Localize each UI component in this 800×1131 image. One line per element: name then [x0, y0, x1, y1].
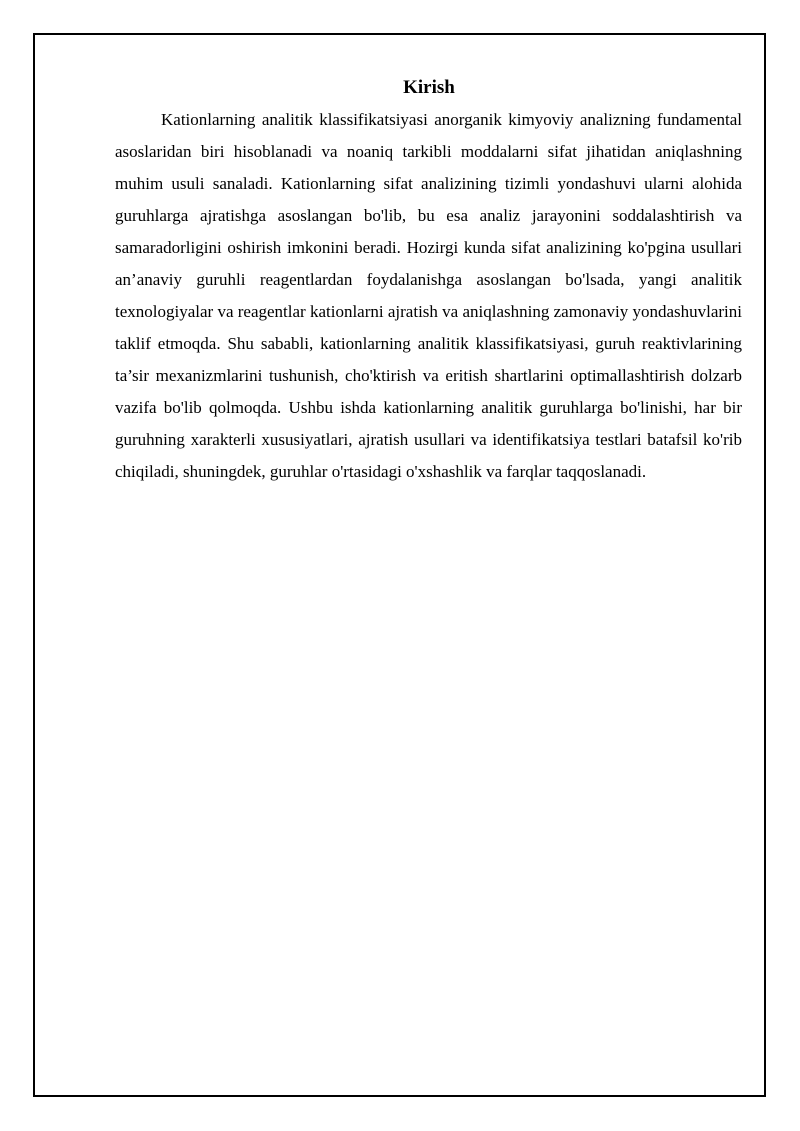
- document-content: [115, 72, 742, 488]
- intro-paragraph: Kationlarning analitik klassifikatsiyasi anorganik kimyoviy analizning fundamental asoslaridan biri hisoblanadi va noaniq tarkibli moddalarni sifat jihatidan aniqlashning muhim usuli sanaladi. Kationlarning sifat analizining tizimli yondashuvi ularni alohida guruhlarga ajratishga asoslangan bo'lib, bu esa analiz jarayonini soddalashtirish va samaradorligini oshirish imkonini beradi. Hozirgi kunda sifat analizining ko'pgina usullari an’anaviy guruhli reagentlardan foydalanishga asoslangan bo'lsada, yangi analitik texnologiyalar va reagentlar kationlarni ajratish va aniqlashning zamonaviy yondashuvlarini taklif etmoqda. Shu sababli, kationlarning analitik klassifikatsiyasi, guruh reaktivlarining ta’sir mexanizmlarini tushunish, cho'ktirish va eritish shartlarini optimallashtirish dolzarb vazifa bo'lib qolmoqda. Ushbu ishda kationlarning analitik guruhlarga bo'linishi, har bir guruhning xarakterli xususiyatlari, ajratish usullari va identifikatsiya testlari batafsil ko'rib chiqiladi, shuningdek, guruhlar o'rtasidagi o'xshashlik va farqlar taqqoslanadi.: [115, 110, 742, 481]
- section-title: Kirish: [403, 77, 455, 98]
